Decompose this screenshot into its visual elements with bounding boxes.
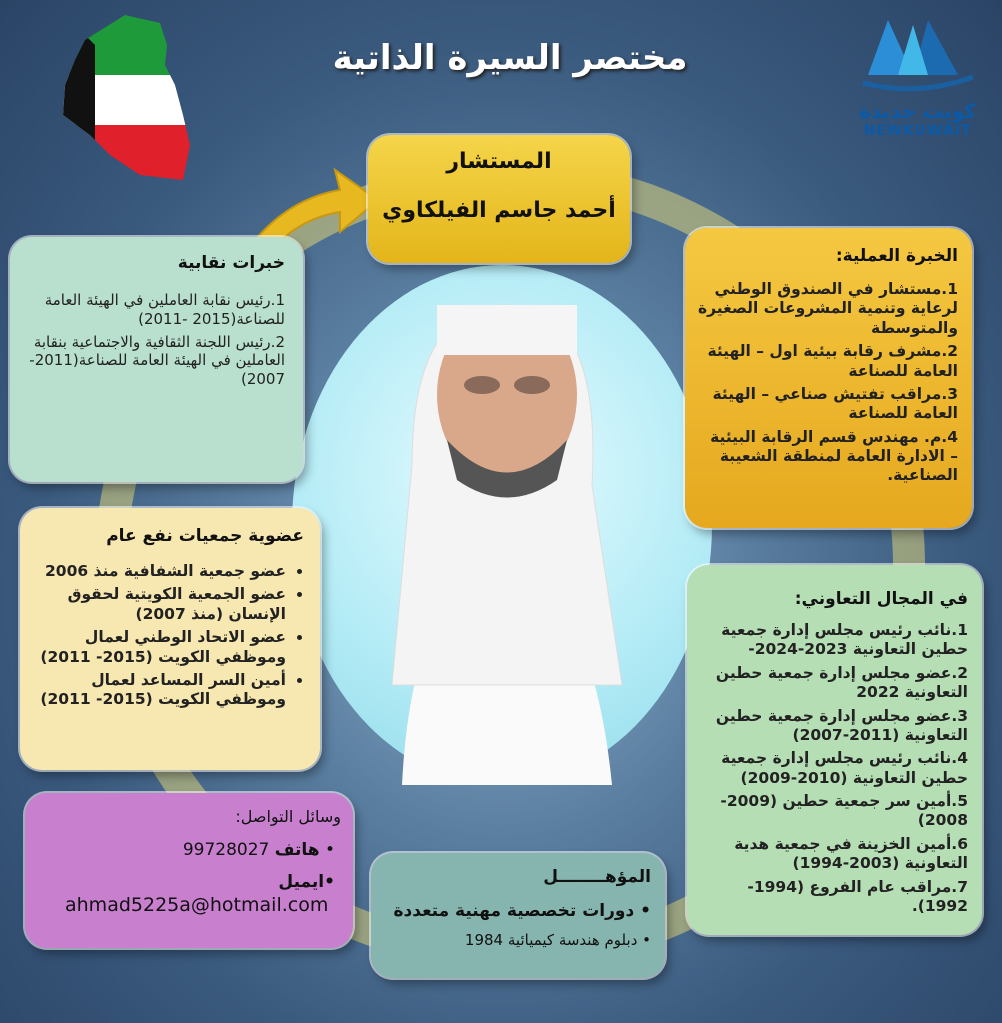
- portrait-image: [292, 265, 712, 785]
- logo-arabic: كويت جديدة: [859, 99, 976, 123]
- phone-label: هاتف: [274, 840, 320, 860]
- new-kuwait-logo: [850, 15, 985, 155]
- list-item: 2.رئيس اللجنة الثقافية والاجتماعية بنقابة العاملين في الهيئة العامة للصناعة(2011-2007): [29, 332, 285, 388]
- list-item: 3.مراقب تفتيش صناعي – الهيئة العامة للصناعة: [712, 384, 958, 423]
- list-item: 7.مراقب عام الفروع (1994-1992).: [747, 877, 968, 915]
- work-experience-heading: الخبرة العملية:: [835, 246, 958, 266]
- work-experience-box: [685, 228, 972, 528]
- kuwait-map-flag-icon: [55, 5, 195, 185]
- memberships-box: [20, 508, 320, 770]
- page-title: مختصر السيرة الذاتية: [332, 38, 688, 78]
- cooperative-box: [687, 565, 982, 935]
- list-item: 1.مستشار في الصندوق الوطني لرعاية وتنمية المشروعات الصغيرة والمتوسطة: [697, 280, 958, 337]
- list-item: دبلوم هندسة كيميائية 1984: [464, 931, 638, 949]
- union-experience-box: [10, 237, 303, 482]
- email-label: ايميل: [278, 872, 325, 892]
- list-item: 1.نائب رئيس مجلس إدارة جمعية حطين التعاونية 2023-2024-: [721, 621, 968, 659]
- sail-logo-icon: [858, 15, 978, 95]
- list-item: 5.أمين سر جمعية حطين (2009-2008): [720, 792, 968, 830]
- person-name: أحمد جاسم الفيلكاوي: [382, 198, 616, 223]
- role-label: المستشار: [446, 149, 552, 174]
- list-item: 4.م. مهندس قسم الرقابة البيئية – الادارة العامة لمنطقة الشعيبة الصناعية.: [710, 427, 958, 485]
- list-item: 2.مشرف رقابة بيئية اول – الهيئة العامة للصناعة: [707, 342, 958, 380]
- contact-box: وسائل التواصل: • هاتف 99728027 •ايميل ahmad5225a@hotmail.com: [25, 793, 353, 948]
- phone-number[interactable]: 99728027: [182, 840, 270, 860]
- list-item: • عضو جمعية الشفافية منذ 2006: [32, 562, 286, 581]
- list-item: 3.عضو مجلس إدارة جمعية حطين التعاونية (2011-2007): [715, 706, 968, 744]
- list-item: • أمين السر المساعد لعمال وموظفي الكويت (2015- 2011): [32, 671, 286, 710]
- memberships-heading: عضوية جمعيات نفع عام: [106, 526, 304, 546]
- qualification-heading: المؤهــــــــل: [543, 867, 651, 887]
- list-item: دورات تخصصية مهنية متعددة: [393, 901, 635, 921]
- contact-heading: وسائل التواصل:: [235, 807, 341, 826]
- union-experience-heading: خبرات نقابية: [177, 253, 285, 273]
- list-item: 1.رئيس نقابة العاملين في الهيئة العامة للصناعة(2015 -2011): [44, 291, 285, 328]
- portrait-frame: [292, 265, 712, 785]
- list-item: 6.أمين الخزينة في جمعية هدية التعاونية (2003-1994): [734, 834, 968, 873]
- email-link[interactable]: ahmad5225a@hotmail.com: [65, 894, 329, 916]
- list-item: • عضو الجمعية الكويتية لحقوق الإنسان (منذ 2007): [32, 585, 286, 624]
- cooperative-heading: في المجال التعاوني:: [794, 589, 968, 609]
- name-box: [368, 135, 630, 263]
- list-item: 4.نائب رئيس مجلس إدارة جمعية حطين التعاونية (2010-2009): [721, 749, 968, 787]
- list-item: • عضو الاتحاد الوطني لعمال وموظفي الكويت (2015- 2011): [32, 628, 286, 667]
- logo-latin: NEWKUWAIT: [863, 123, 972, 139]
- list-item: 2.عضو مجلس إدارة جمعية حطين التعاونية 2022: [715, 663, 968, 702]
- qualification-box: المؤهــــــــل • دورات تخصصية مهنية متعددة • دبلوم هندسة كيميائية 1984: [371, 853, 665, 978]
